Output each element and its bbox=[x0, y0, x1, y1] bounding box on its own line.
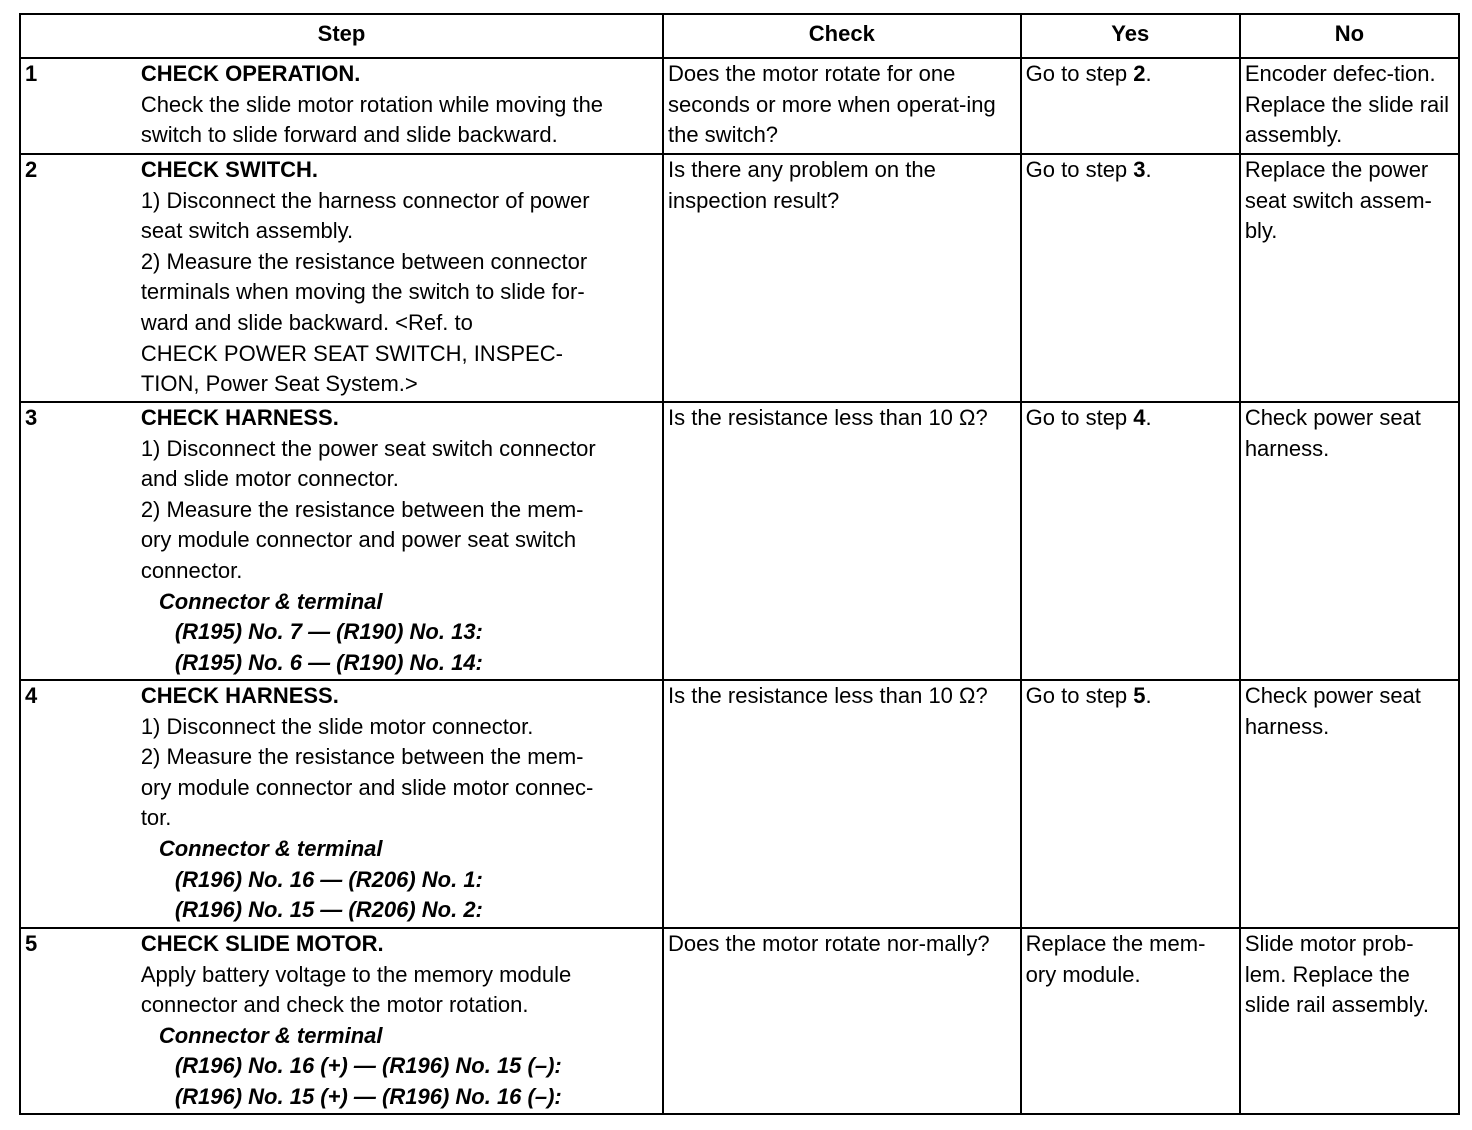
no-action: Check power seat harness. bbox=[1240, 402, 1459, 680]
step-title: CHECK OPERATION. bbox=[140, 61, 361, 86]
yes-text: Replace the mem-ory module. bbox=[1025, 931, 1206, 987]
step-title: CHECK HARNESS. bbox=[140, 683, 339, 708]
step-body-line: 1) Disconnect the harness connector of power bbox=[140, 187, 590, 213]
step-body-line: TION, Power Seat System.> bbox=[140, 371, 418, 397]
check-question: Is there any problem on the inspection result? bbox=[663, 154, 1021, 402]
check-question: Is the resistance less than 10 Ω? bbox=[663, 680, 1021, 928]
yes-text: Go to step bbox=[1025, 157, 1134, 182]
yes-action bbox=[1021, 680, 1240, 928]
step-number: 1 bbox=[20, 58, 137, 154]
yes-suffix: . bbox=[1145, 405, 1152, 430]
header-row bbox=[20, 14, 1459, 58]
table-row bbox=[20, 58, 1459, 154]
connector-terminal-line: (R195) No. 7 — (R190) No. 13: bbox=[174, 619, 483, 645]
step-body-line: ory module connector and slide motor connec- bbox=[140, 774, 594, 800]
check-question: Does the motor rotate nor-mally? bbox=[663, 928, 1021, 1114]
step-number: 2 bbox=[20, 154, 137, 402]
no-action: Slide motor prob-lem. Replace the slide rail assembly. bbox=[1240, 928, 1459, 1114]
header-no: No bbox=[1240, 14, 1459, 58]
check-question: Is the resistance less than 10 Ω? bbox=[663, 402, 1021, 680]
header-step: Step bbox=[20, 14, 663, 58]
yes-suffix: . bbox=[1145, 683, 1152, 708]
yes-action bbox=[1021, 58, 1240, 154]
step-body-line: CHECK POWER SEAT SWITCH, INSPEC- bbox=[140, 340, 563, 366]
yes-text: Go to step bbox=[1025, 61, 1134, 86]
step-body-line: seat switch assembly. bbox=[140, 218, 354, 244]
step-title: CHECK SLIDE MOTOR. bbox=[140, 931, 384, 956]
yes-action bbox=[1021, 928, 1240, 1114]
step-body-line: ory module connector and power seat switch bbox=[140, 527, 577, 553]
yes-text: Go to step bbox=[1025, 405, 1134, 430]
diagnostic-table bbox=[19, 13, 1460, 1115]
step-body-line: 2) Measure the resistance between the mem- bbox=[140, 496, 584, 522]
yes-suffix: . bbox=[1145, 157, 1152, 182]
step-number: 4 bbox=[20, 680, 137, 928]
connector-terminal-line: (R196) No. 15 (+) — (R196) No. 16 (–): bbox=[174, 1083, 562, 1109]
connector-terminal-heading: Connector & terminal bbox=[158, 835, 383, 861]
step-title: CHECK SWITCH. bbox=[140, 157, 319, 182]
yes-action bbox=[1021, 402, 1240, 680]
header-yes: Yes bbox=[1021, 14, 1240, 58]
connector-terminal-line: (R196) No. 16 (+) — (R196) No. 15 (–): bbox=[174, 1053, 562, 1079]
connector-terminal-line: (R196) No. 15 — (R206) No. 2: bbox=[174, 897, 483, 923]
table-row bbox=[20, 928, 1459, 1114]
step-body-line: 2) Measure the resistance between the mem- bbox=[140, 744, 584, 770]
yes-step-number: 2 bbox=[1133, 61, 1146, 86]
yes-text: Go to step bbox=[1025, 683, 1134, 708]
header-check: Check bbox=[663, 14, 1021, 58]
table-row bbox=[20, 402, 1459, 680]
step-body-line: tor. bbox=[140, 805, 172, 831]
step-body-line: 1) Disconnect the power seat switch connector bbox=[140, 435, 596, 461]
step-description bbox=[137, 928, 663, 1114]
check-question: Does the motor rotate for one seconds or more when operat-ing the switch? bbox=[663, 58, 1021, 154]
step-number: 5 bbox=[20, 928, 137, 1114]
yes-suffix: . bbox=[1145, 61, 1152, 86]
step-body-line: and slide motor connector. bbox=[140, 466, 399, 492]
step-description bbox=[137, 680, 663, 928]
yes-step-number: 4 bbox=[1133, 405, 1146, 430]
connector-terminal-line: (R196) No. 16 — (R206) No. 1: bbox=[174, 866, 483, 892]
step-body-line: terminals when moving the switch to slide for- bbox=[140, 279, 585, 305]
yes-action bbox=[1021, 154, 1240, 402]
connector-terminal-heading: Connector & terminal bbox=[158, 588, 383, 614]
step-description bbox=[137, 402, 663, 680]
connector-terminal-heading: Connector & terminal bbox=[158, 1022, 383, 1048]
no-action: Check power seat harness. bbox=[1240, 680, 1459, 928]
table-row bbox=[20, 680, 1459, 928]
step-description bbox=[137, 58, 663, 154]
no-action: Encoder defec-tion. Replace the slide rail assembly. bbox=[1240, 58, 1459, 154]
yes-step-number: 5 bbox=[1133, 683, 1146, 708]
no-action: Replace the power seat switch assem-bly. bbox=[1240, 154, 1459, 402]
step-body-line: switch to slide forward and slide backward. bbox=[140, 122, 558, 148]
yes-step-number: 3 bbox=[1133, 157, 1146, 182]
step-body-line: 1) Disconnect the slide motor connector. bbox=[140, 713, 534, 739]
step-body-line: 2) Measure the resistance between connector bbox=[140, 248, 588, 274]
step-body-line: connector. bbox=[140, 557, 243, 583]
table-row bbox=[20, 154, 1459, 402]
step-body-line: ward and slide backward. <Ref. to bbox=[140, 309, 473, 335]
step-title: CHECK HARNESS. bbox=[140, 405, 339, 430]
step-body-line: connector and check the motor rotation. bbox=[140, 992, 529, 1018]
step-body-line: Apply battery voltage to the memory module bbox=[140, 961, 572, 987]
step-number: 3 bbox=[20, 402, 137, 680]
connector-terminal-line: (R195) No. 6 — (R190) No. 14: bbox=[174, 649, 483, 675]
step-description bbox=[137, 154, 663, 402]
step-body-line: Check the slide motor rotation while moving the bbox=[140, 91, 604, 117]
